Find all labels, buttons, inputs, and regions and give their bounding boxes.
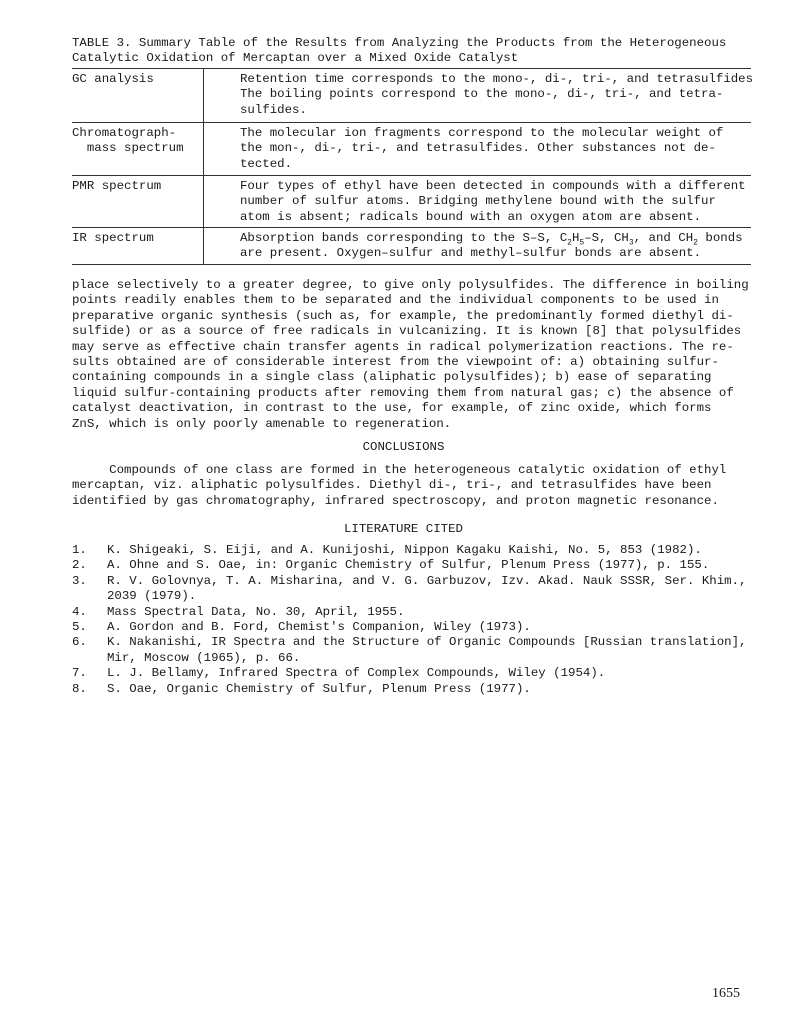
row-description — [240, 179, 752, 225]
reference-item — [72, 620, 752, 635]
row-desc-line: tected. — [240, 156, 293, 171]
reference-number: 1. — [72, 543, 87, 557]
paragraph-line: identified by gas chromatography, infrared spectroscopy, and proton magnetic resonance. — [72, 493, 719, 508]
reference-number: 7. — [72, 666, 87, 681]
reference-list — [72, 543, 752, 697]
row-desc-line: Four types of ethyl have been detected in compounds with a different — [240, 179, 746, 193]
row-desc-line: The molecular ion fragments correspond to the molecular weight of — [240, 126, 724, 140]
row-label — [72, 72, 206, 87]
reference-item — [72, 574, 752, 605]
table-caption-line: Catalytic Oxidation of Mercaptan over a Mixed Oxide Catalyst — [72, 51, 519, 66]
reference-text: Mass Spectral Data, No. 30, April, 1955. — [107, 604, 405, 619]
row-desc-line: atom is absent; radicals bound with an oxygen atom are absent. — [240, 209, 702, 224]
paragraph-line: Compounds of one class are formed in the heterogeneous catalytic oxidation of ethyl — [72, 463, 727, 477]
table-row-rule — [72, 175, 751, 176]
reference-text: Mir, Moscow (1965), p. 66. — [107, 650, 301, 665]
reference-text: L. J. Bellamy, Infrared Spectra of Complex Compounds, Wiley (1954). — [107, 666, 606, 681]
reference-number: 3. — [72, 573, 87, 588]
table-top-rule — [72, 68, 751, 69]
paragraph-line: sults obtained are of considerable interest from the viewpoint of: a) obtaining sulfur- — [72, 355, 719, 370]
row-desc-line: sulfides. — [240, 102, 307, 117]
conclusions-paragraph — [72, 463, 752, 509]
row-desc-line: number of sulfur atoms. Bridging methylene bound with the sulfur — [240, 194, 716, 209]
row-desc-line: Absorption bands corresponding to the S–S, $C_2H_5-S$, $CH_3$, and $CH_2$ bonds — [240, 231, 743, 248]
paragraph-line: sulfide) or as a source of free radicals in vulcanizing. It is known [8] that polysulfides — [72, 324, 742, 339]
paragraph-line: containing compounds in a single class (aliphatic polysulfides); b) ease of separating — [72, 370, 712, 385]
row-label — [72, 179, 206, 194]
reference-text: K. Nakanishi, IR Spectra and the Structure of Organic Compounds [Russian translation], — [107, 635, 747, 650]
literature-heading: LITERATURE CITED — [344, 522, 463, 536]
paragraph-line: ZnS, which is only poorly amenable to regeneration. — [72, 416, 452, 431]
conclusions-heading: CONCLUSIONS — [362, 440, 445, 454]
row-description — [240, 126, 752, 172]
reference-item — [72, 605, 752, 620]
table-caption — [72, 36, 752, 67]
reference-text: A. Ohne and S. Oae, in: Organic Chemistry of Sulfur, Plenum Press (1977), p. 155. — [107, 558, 710, 573]
table-row-rule — [72, 227, 751, 228]
paragraph-line: preparative organic synthesis (such as, for example, the predominantly formed diethyl di- — [72, 308, 734, 323]
row-label-line: GC analysis — [72, 72, 154, 86]
row-label — [72, 126, 206, 157]
reference-item — [72, 635, 752, 666]
reference-text: S. Oae, Organic Chemistry of Sulfur, Plenum Press (1977). — [107, 681, 531, 696]
reference-number: 2. — [72, 558, 87, 573]
paragraph-line: may serve as effective chain transfer agents in radical polymerization reactions. The re- — [72, 339, 734, 354]
reference-item — [72, 682, 752, 697]
row-label — [72, 231, 206, 246]
row-label-line: Chromatograph- — [72, 126, 177, 140]
row-label-line: PMR spectrum — [72, 179, 162, 193]
reference-text: 2039 (1979). — [107, 589, 197, 604]
reference-text: K. Shigeaki, S. Eiji, and A. Kunijoshi, Nippon Kagaku Kaishi, No. 5, 853 (1982). — [107, 543, 702, 557]
table-caption-line: TABLE 3. Summary Table of the Results from Analyzing the Products from the Heterogeneous — [72, 36, 727, 50]
row-description — [240, 231, 752, 262]
paragraph-line: liquid sulfur-containing products after removing them from natural gas; c) the absence of — [72, 385, 734, 400]
reference-number: 4. — [72, 604, 87, 619]
paragraph-line: points readily enables them to be separated and the individual components to be used in — [72, 293, 719, 308]
reference-number: 5. — [72, 620, 87, 635]
page-number: 1655 — [712, 986, 740, 1001]
reference-item — [72, 543, 752, 558]
reference-number: 6. — [72, 635, 87, 650]
row-label-line: mass spectrum — [72, 141, 184, 156]
row-desc-line: The boiling points correspond to the mono-, di-, tri-, and tetra- — [240, 87, 724, 102]
row-desc-line: Retention time corresponds to the mono-, di-, tri-, and tetrasulfides — [240, 72, 754, 86]
reference-text: A. Gordon and B. Ford, Chemist's Companion, Wiley (1973). — [107, 620, 531, 635]
row-desc-line: are present. Oxygen–sulfur and methyl–sulfur bonds are absent. — [240, 246, 702, 261]
paragraph-line: place selectively to a greater degree, to give only polysulfides. The difference in boiling — [72, 278, 749, 292]
reference-item — [72, 666, 752, 681]
row-label-line: IR spectrum — [72, 231, 154, 245]
row-desc-line: the mon-, di-, tri-, and tetrasulfides. Other substances not de- — [240, 141, 716, 156]
table-bottom-rule — [72, 264, 751, 265]
table-row-rule — [72, 122, 751, 123]
paragraph-line: mercaptan, viz. aliphatic polysulfides. Diethyl di-, tri-, and tetrasulfides have been — [72, 478, 712, 493]
reference-number: 8. — [72, 681, 87, 696]
reference-text: R. V. Golovnya, T. A. Misharina, and V. G. Garbuzov, Izv. Akad. Nauk SSSR, Ser. Khim., — [107, 573, 747, 588]
paragraph-line: catalyst deactivation, in contrast to the use, for example, of zinc oxide, which forms — [72, 401, 712, 416]
row-description — [240, 72, 752, 118]
body-paragraph — [72, 278, 752, 432]
reference-item — [72, 558, 752, 573]
